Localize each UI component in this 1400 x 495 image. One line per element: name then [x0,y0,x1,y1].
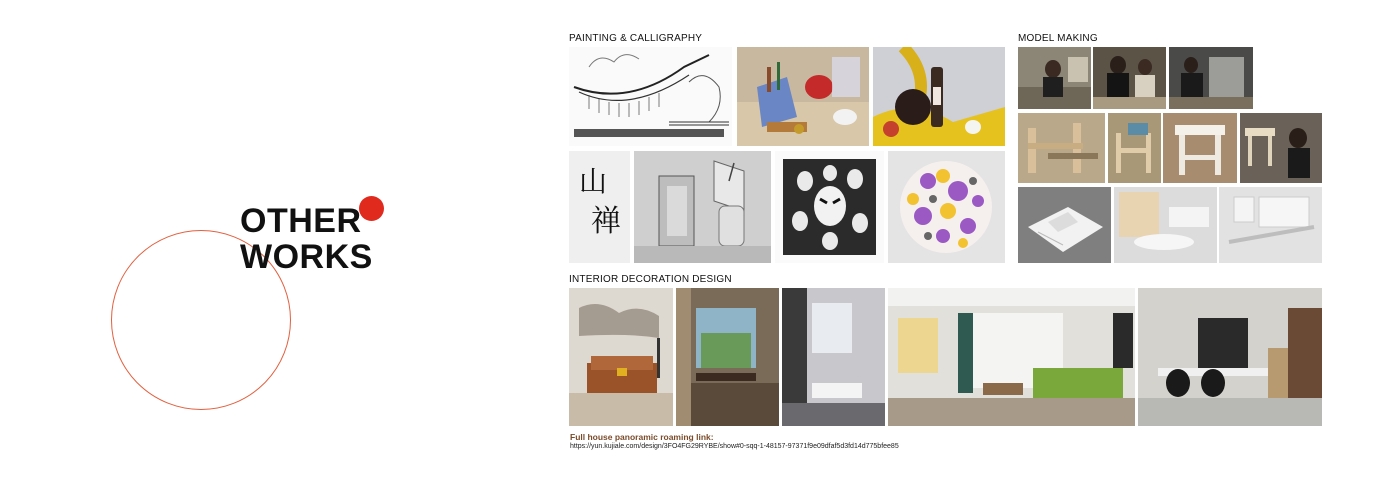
pattern-circle-artwork [888,151,1005,263]
pencil-sketch-lantern [634,151,771,263]
model-photo-6 [1163,113,1237,183]
opera-mask-artwork [775,151,884,263]
model-photo-9 [1114,187,1217,263]
model-photo-4 [1018,113,1105,183]
title-line-2: WORKS [240,238,373,276]
model-photo-7 [1240,113,1322,183]
svg-text:禅: 禅 [591,204,621,239]
page-title [240,203,373,275]
model-photo-8 [1018,187,1111,263]
still-life-painting-1 [737,47,869,146]
model-photo-1 [1018,47,1091,109]
still-life-painting-2 [873,47,1005,146]
model-photo-2 [1093,47,1166,109]
panorama-link-label: Full house panoramic roaming link: [570,432,714,442]
panorama-link-url[interactable]: https://yun.kujiale.com/design/3FO4FG29RYBE/show#0-sqq-1-48157-97371f9e09dfaf5d3fd14d775bfee85 [570,443,899,450]
interior-render-living-green-sofa [888,288,1135,426]
sketch-roof-image [569,47,732,146]
model-photo-3 [1169,47,1253,109]
calligraphy-glyphs: 山 [579,165,608,198]
section-label-painting: PAINTING & CALLIGRAPHY [569,33,703,44]
interior-render-living-sofa [569,288,673,426]
interior-render-bathroom [782,288,885,426]
section-label-model: MODEL MAKING [1018,33,1098,44]
interior-render-dining [676,288,779,426]
section-label-interior: INTERIOR DECORATION DESIGN [569,274,732,285]
interior-render-dining-dark [1138,288,1322,426]
model-photo-5 [1108,113,1161,183]
model-photo-10 [1219,187,1322,263]
calligraphy-image [569,151,630,263]
title-line-1: OTHER [240,202,362,240]
